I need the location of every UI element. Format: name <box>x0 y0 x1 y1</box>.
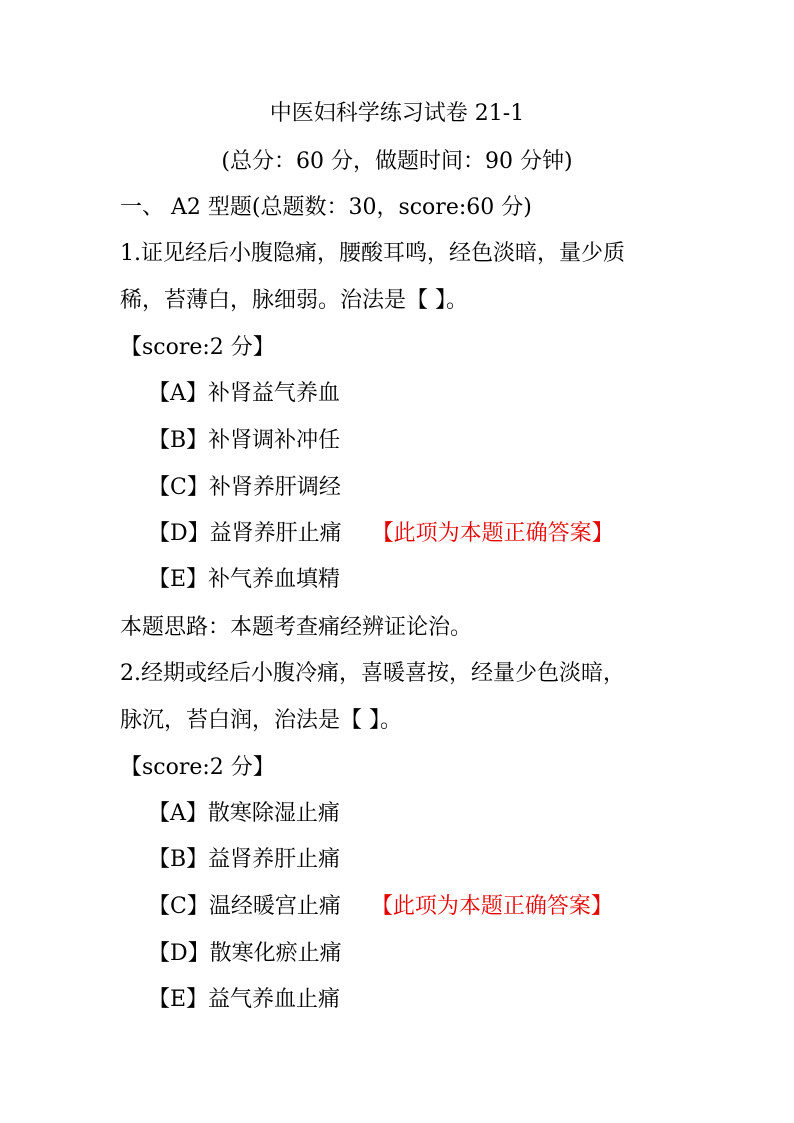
option-e: 【E】补气养血填精 <box>148 567 341 592</box>
document-title: 中医妇科学练习试卷 21-1 <box>269 101 525 126</box>
option-d-row <box>148 520 614 548</box>
option-b: 【B】益肾养肝止痛 <box>148 847 341 872</box>
question-score: 【score:2 分】 <box>120 335 275 360</box>
correct-answer-mark: 【此项为本题正确答案】 <box>370 894 613 919</box>
question-stem-line: 脉沉，苔白润，治法是【 】。 <box>120 708 402 733</box>
correct-answer-mark: 【此项为本题正确答案】 <box>371 521 614 546</box>
section-heading: 一、 A2 型题(总题数：30，score:60 分) <box>120 195 532 220</box>
question-stem-line: 1.证见经后小腹隐痛，腰酸耳鸣，经色淡暗，量少质 <box>120 241 625 266</box>
option-a: 【A】补肾益气养血 <box>148 381 340 406</box>
option-a: 【A】散寒除湿止痛 <box>148 801 340 826</box>
question-score: 【score:2 分】 <box>120 755 275 780</box>
document-subtitle: (总分：60 分，做题时间：90 分钟) <box>221 149 573 174</box>
option-c: 【C】补肾养肝调经 <box>148 475 341 500</box>
question-analysis: 本题思路：本题考查痛经辨证论治。 <box>120 615 473 640</box>
question-stem-line: 2.经期或经后小腹冷痛，喜暖喜按，经量少色淡暗， <box>120 661 625 686</box>
option-c: 【C】温经暖宫止痛 <box>148 894 341 919</box>
option-d: 【D】益肾养肝止痛 <box>148 521 342 546</box>
option-b: 【B】补肾调补冲任 <box>148 428 341 453</box>
option-c-row <box>148 893 613 921</box>
option-e: 【E】益气养血止痛 <box>148 987 341 1012</box>
question-stem-line: 稀，苔薄白，脉细弱。治法是【 】。 <box>120 288 468 313</box>
option-d: 【D】散寒化瘀止痛 <box>148 941 342 966</box>
